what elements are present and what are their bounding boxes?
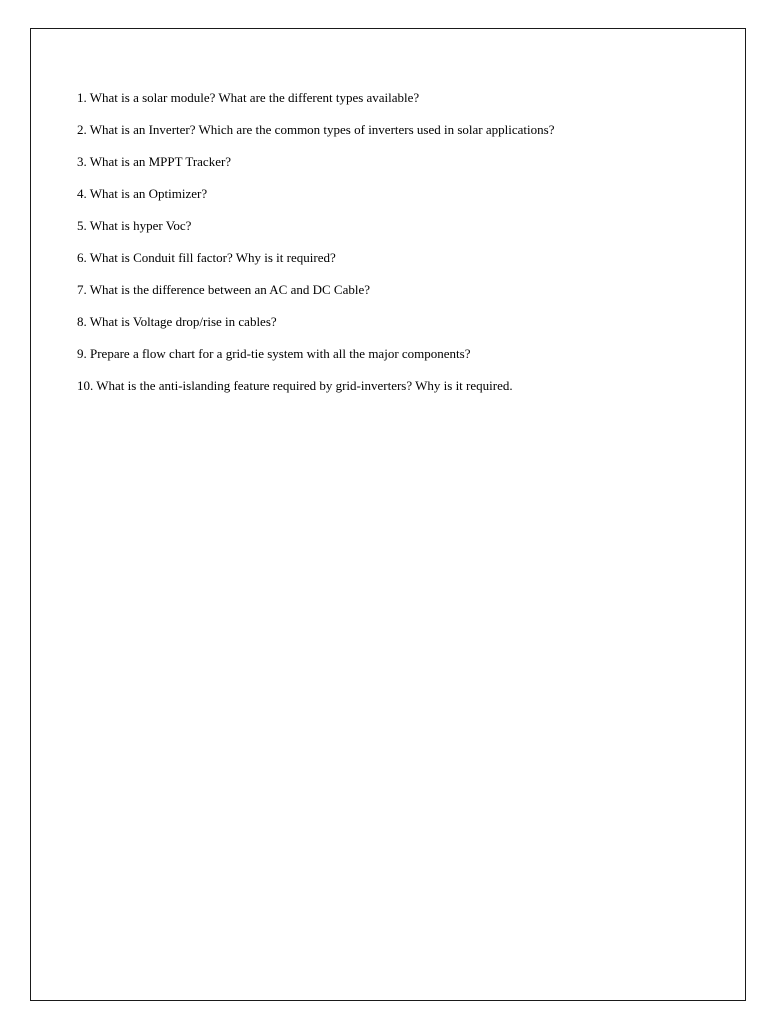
- question-item-2: 2. What is an Inverter? Which are the common types of inverters used in solar applications?: [77, 122, 555, 137]
- question-item-6: 6. What is Conduit fill factor? Why is it required?: [77, 250, 336, 265]
- question-item-10: 10. What is the anti-islanding feature required by grid-inverters? Why is it required.: [77, 378, 513, 393]
- question-item-7: 7. What is the difference between an AC and DC Cable?: [77, 282, 371, 297]
- question-list: [77, 90, 737, 410]
- question-item-5: 5. What is hyper Voc?: [77, 218, 192, 233]
- document-page: [30, 28, 746, 1001]
- question-item-3: 3. What is an MPPT Tracker?: [77, 154, 232, 169]
- question-item-4: 4. What is an Optimizer?: [77, 186, 208, 201]
- question-item-8: 8. What is Voltage drop/rise in cables?: [77, 314, 277, 329]
- question-item-9: 9. Prepare a flow chart for a grid-tie system with all the major components?: [77, 346, 471, 361]
- question-item-1: 1. What is a solar module? What are the different types available?: [77, 90, 420, 105]
